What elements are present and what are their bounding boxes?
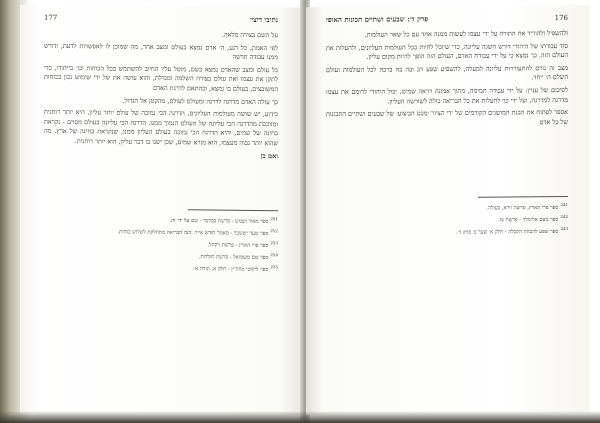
left-footnote: $^{252}$ספר שער יששכר - מאמר חודש אייר. הנה הבריאה מתחלקת לשלוש כוחות. bbox=[117, 228, 278, 237]
left-closing-line: ואם כן bbox=[260, 151, 278, 160]
left-paragraph-5: כידוע, יש שושה מעולמות העליונים, הדרגה הכי נמוכה של עולם יותר עליון, היא יותר רוחנית ומזוככת מהדרגה הכי עליונה של העולם הנמוך ממנו. הדרגה הכי עליונה בעולם מסוים - נקראת בחינה של שמים, והיא הדרגה הכי נמוכה בעולם העליון ממנו, שנקראת בחינה של ארץ. מה שהוא יותר גבוה מעצמו, הוא נקרא שמים, שכן ישנו בו דבר עליון, הוא יותר רוחנית. bbox=[44, 107, 278, 148]
left-paragraph-2: לפי האמת, כל רגע, ה׳ אדם נמצא בעולם ומצב אחר, מה שמוכן לו לאפשרות לדעת, ודורש ממנו עבודה חדשה bbox=[44, 41, 278, 62]
left-page-header bbox=[44, 13, 278, 27]
right-footnote: $^{242}$ספר נועם אלימלך - פרשת צו. bbox=[498, 214, 568, 224]
left-footnote: $^{254}$ספר שם משמואל - פרשת תולדות. bbox=[198, 252, 278, 261]
left-paragraph-4: כך עולה האדם מדרגה לדרגה ומעולם לעולם, מהקטן אל הגדול. bbox=[122, 96, 278, 106]
right-header-title: פרק ד׳: שבעים ושתיים תכונות האופי bbox=[326, 14, 429, 25]
right-paragraph-1: ולהשפיל ולהוריד את התורה על ידי עצמו לעשות ממנה אחד עם כל שאר העולמות. bbox=[364, 28, 568, 39]
left-footnote: $^{251}$ספר מאור ושמש - פרשת במדבר - שם על ידי זה. bbox=[169, 216, 278, 225]
right-blank-space bbox=[326, 130, 568, 192]
right-footnote-rule bbox=[478, 196, 568, 198]
left-footnote: $^{255}$ספר ליקוטי מוהר״ן - חלק א, תורה א׳. bbox=[192, 264, 278, 273]
left-footnote-rule bbox=[188, 209, 278, 211]
right-paragraph-3: מצב זה גורם להתעוררות עליונה למעלה, להשפיע שפע רב ובה בה ברכה לכל העולמות ועולם השלם ה׳ ייחד. bbox=[326, 63, 568, 82]
right-page-header bbox=[326, 13, 568, 27]
left-footnote: $^{253}$ספר פרי הארץ - פרשת ויקהל. bbox=[207, 240, 278, 249]
right-page-number: 176 bbox=[554, 13, 568, 22]
right-page bbox=[306, 5, 590, 415]
left-header-title: נתיבי דיצי׳ bbox=[249, 14, 278, 25]
page-bottom-shadow bbox=[0, 411, 600, 423]
right-paragraph-2: סוד עבודתו של היהודי דורש השגה עליונה, כדי שיוכל לחיות בכל העולמות העליונים, ולהעלות את העולם הזה. כך נמצא כי על ידי עבודת האדם, העולם הזה הופך להיות מקום עליון. bbox=[326, 41, 568, 61]
right-paragraph-4: לסיכום של עניין: על ידי עבודה תמימה, מתוך אמונה ויראה שמים, יכול היהודי לרומם את עצמו מדרגה למדרגה, ועל ידי כך להעלות את כל הבריאה כולה לשורשה העליון. bbox=[326, 85, 568, 106]
left-paragraph-1: על השם בצורה מלאה. bbox=[221, 30, 278, 40]
left-blank-space bbox=[44, 162, 278, 204]
left-page-number: 177 bbox=[44, 13, 58, 22]
left-paragraph-3: כל עולם ומצב שהאדם נמצא בשם, מוטל עליו החיוב להשתמש בכל הכוחות וכו׳ בייחודו, כדי לתקן את עצמו ואת עולם בצורה השלמה ומגדלת, והוא עושה את של ידי שימוש נכון בכוחות המשובצים, בעולם בו נמצא, ובהתאם לדרגת האדם bbox=[44, 63, 278, 94]
right-footnote: $^{243}$ספר שפע להבהת הקבלה - חלק א׳ שער ב׳ פרק ד׳. bbox=[456, 226, 568, 236]
right-footnote: $^{241}$ספר פרי הארץ, פרשת וירא, בעולה. bbox=[486, 202, 568, 212]
right-paragraph-5: אספר לפתוח את הבנת המושגים הקודמים של ידי הציור ׳מבט הביצוע׳ של שבעים ושתיים התכונות של כל אדם bbox=[326, 108, 568, 126]
left-page bbox=[20, 5, 304, 416]
